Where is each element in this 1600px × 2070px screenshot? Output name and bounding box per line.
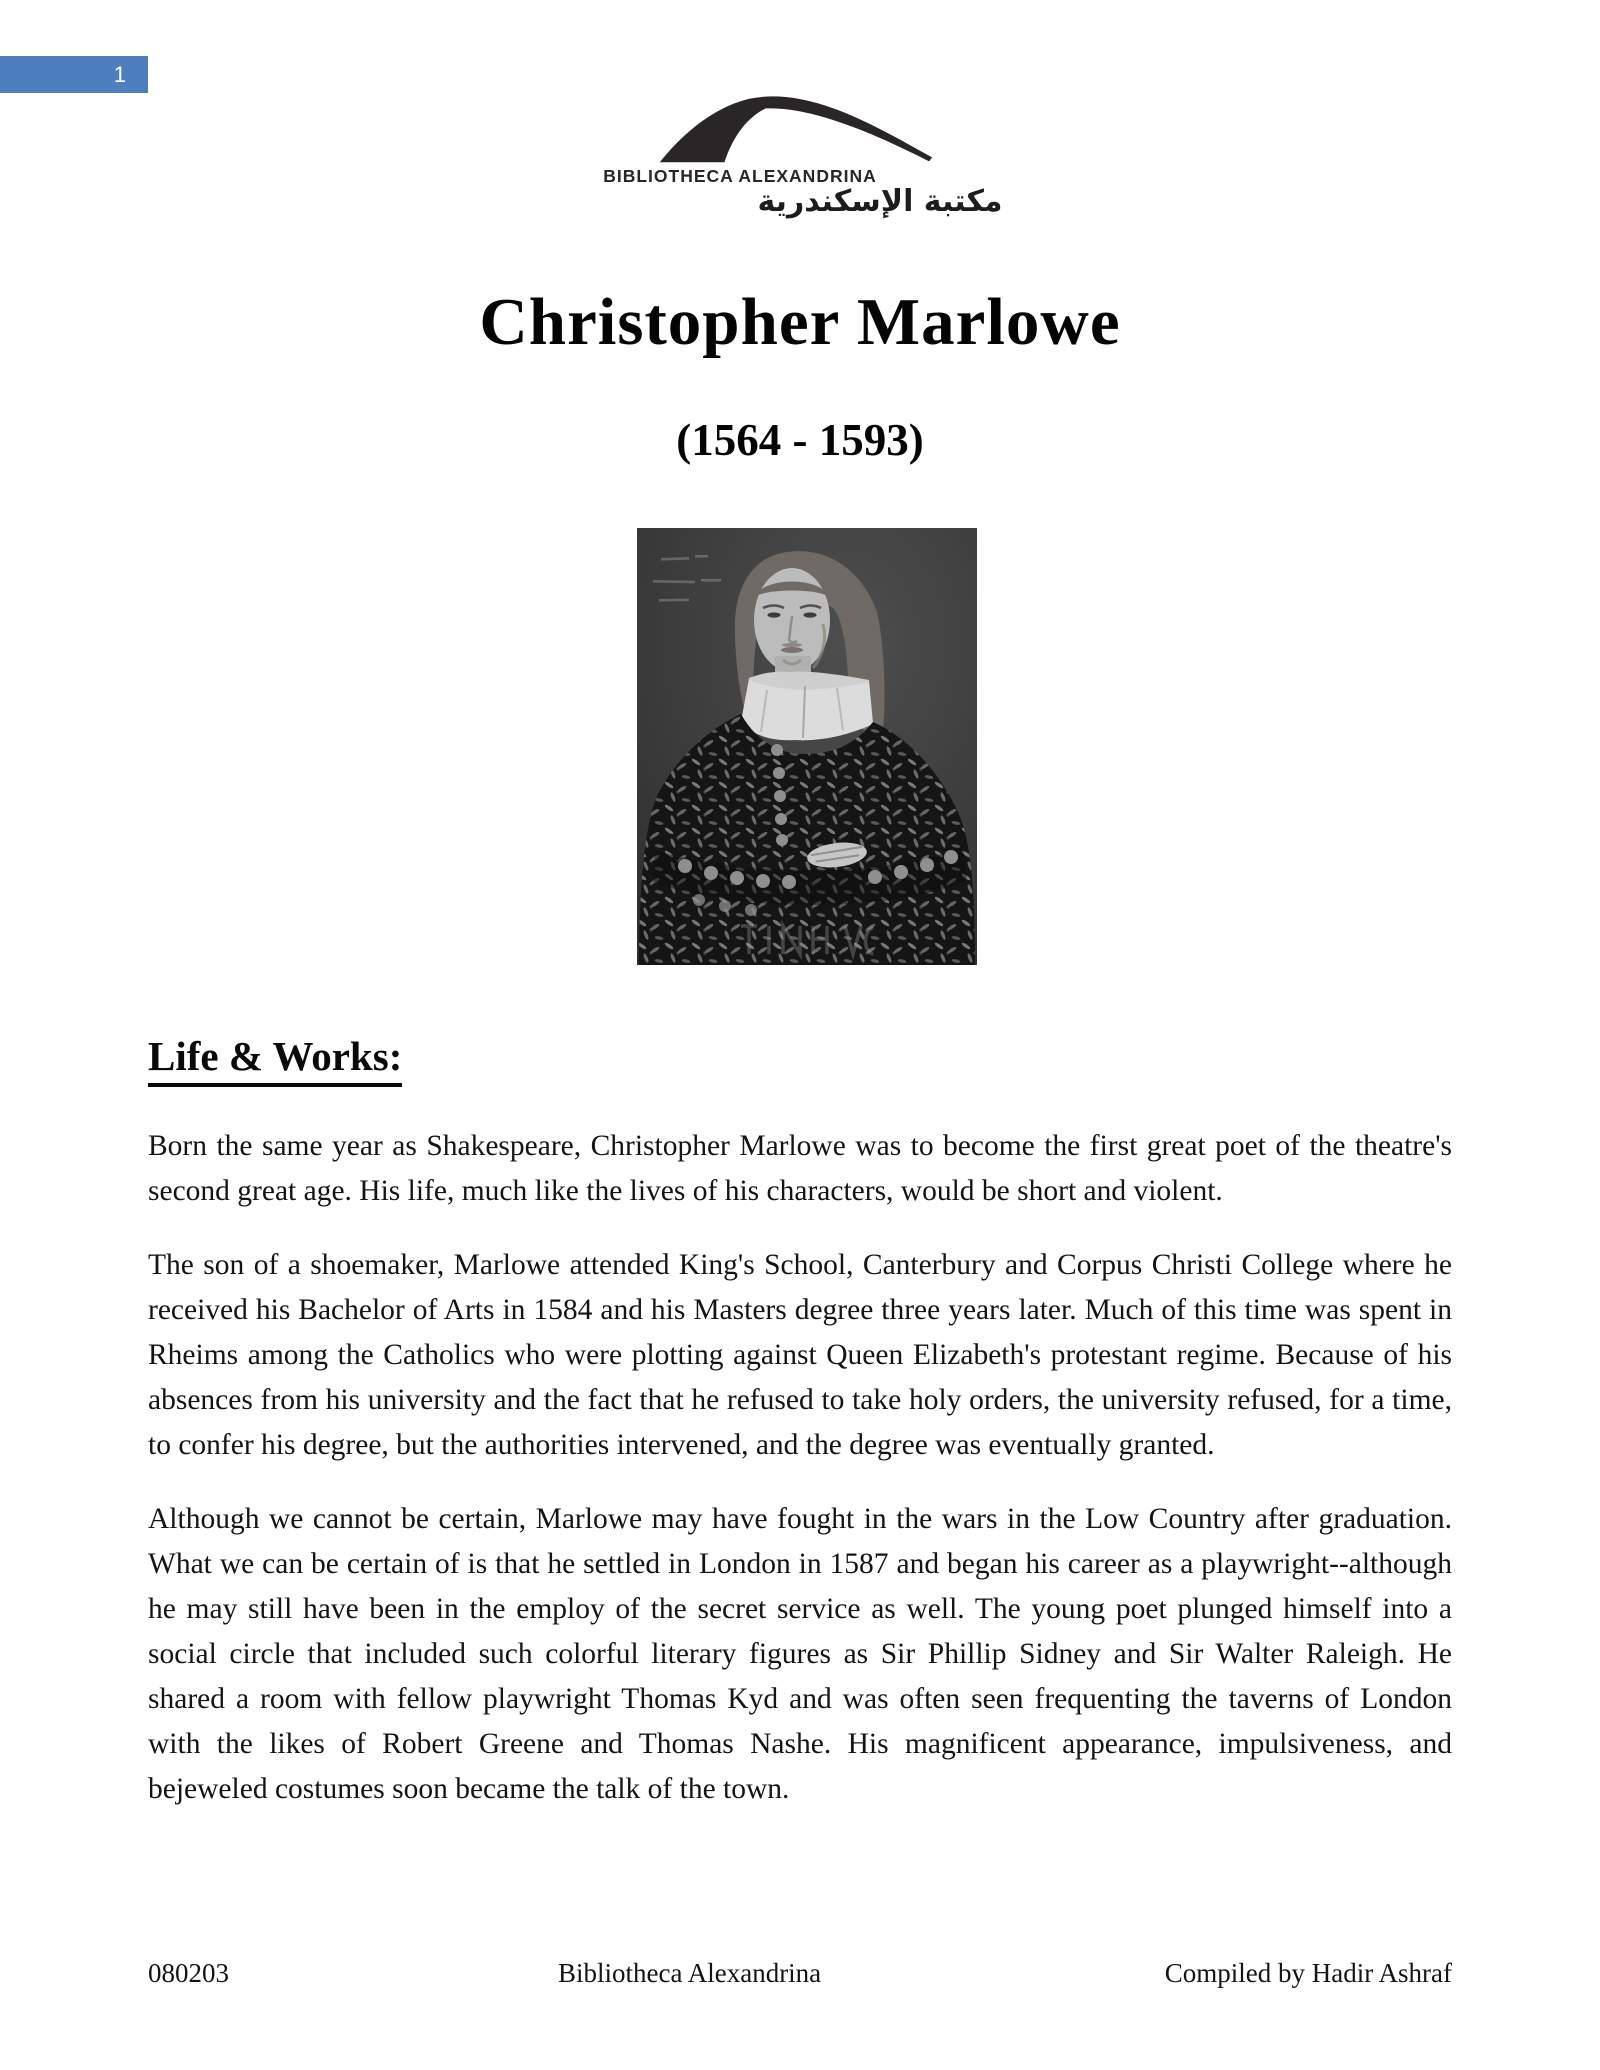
- paragraph-2: The son of a shoemaker, Marlowe attended King's School, Canterbury and Corpus Christi College where he received his Bachelor of Arts in 1584 and his Masters degree three years later. Much of this time was spent in Rheims among the Catholics who were plotting against Queen Elizabeth's protestant regime. Because of his absences from his university and the fact that he refused to take holy orders, the university refused, for a time, to confer his degree, but the authorities intervened, and the degree was eventually granted.: [148, 1249, 1452, 1461]
- page-subtitle: (1564 - 1593): [676, 415, 924, 465]
- footer-institution: Bibliotheca Alexandrina: [558, 1958, 822, 1988]
- section-heading-text: Life & Works:: [148, 1032, 402, 1087]
- paragraph-3: Although we cannot be certain, Marlowe may have fought in the wars in the Low Country after graduation. What we can be certain of is that he settled in London in 1587 and began his career as a playwright--although he may still have been in the employ of the secret service as well. The young poet plunged himself into a social circle that included such colorful literary figures as Sir Phillip Sidney and Sir Walter Raleigh. He shared a room with fellow playwright Thomas Kyd and was often seen frequenting the taverns of London with the likes of Robert Greene and Thomas Nashe. His magnificent appearance, impulsiveness, and bejeweled costumes soon became the talk of the town.: [148, 1503, 1452, 1805]
- article-body: [148, 1124, 1452, 1841]
- paragraph-1: Born the same year as Shakespeare, Christopher Marlowe was to become the first great poet of the theatre's second great age. His life, much like the lives of his characters, would be short and violent.: [148, 1130, 1452, 1207]
- logo-arabic-name: مكتبة الإسكندرية: [757, 184, 1003, 219]
- library-swoosh-icon: [652, 92, 936, 166]
- logo-latin-name: BIBLIOTHECA ALEXANDRINA: [603, 166, 877, 186]
- section-heading: [148, 1032, 402, 1087]
- page-number-badge: 1: [0, 56, 148, 93]
- footer-document-code: 080203: [148, 1958, 229, 1988]
- bibliotheca-alexandrina-logo: [560, 88, 1060, 240]
- footer-compiler-credit: Compiled by Hadir Ashraf: [1164, 1958, 1452, 1988]
- marlowe-portrait-image: [637, 528, 977, 965]
- page-title: Christopher Marlowe: [479, 285, 1121, 359]
